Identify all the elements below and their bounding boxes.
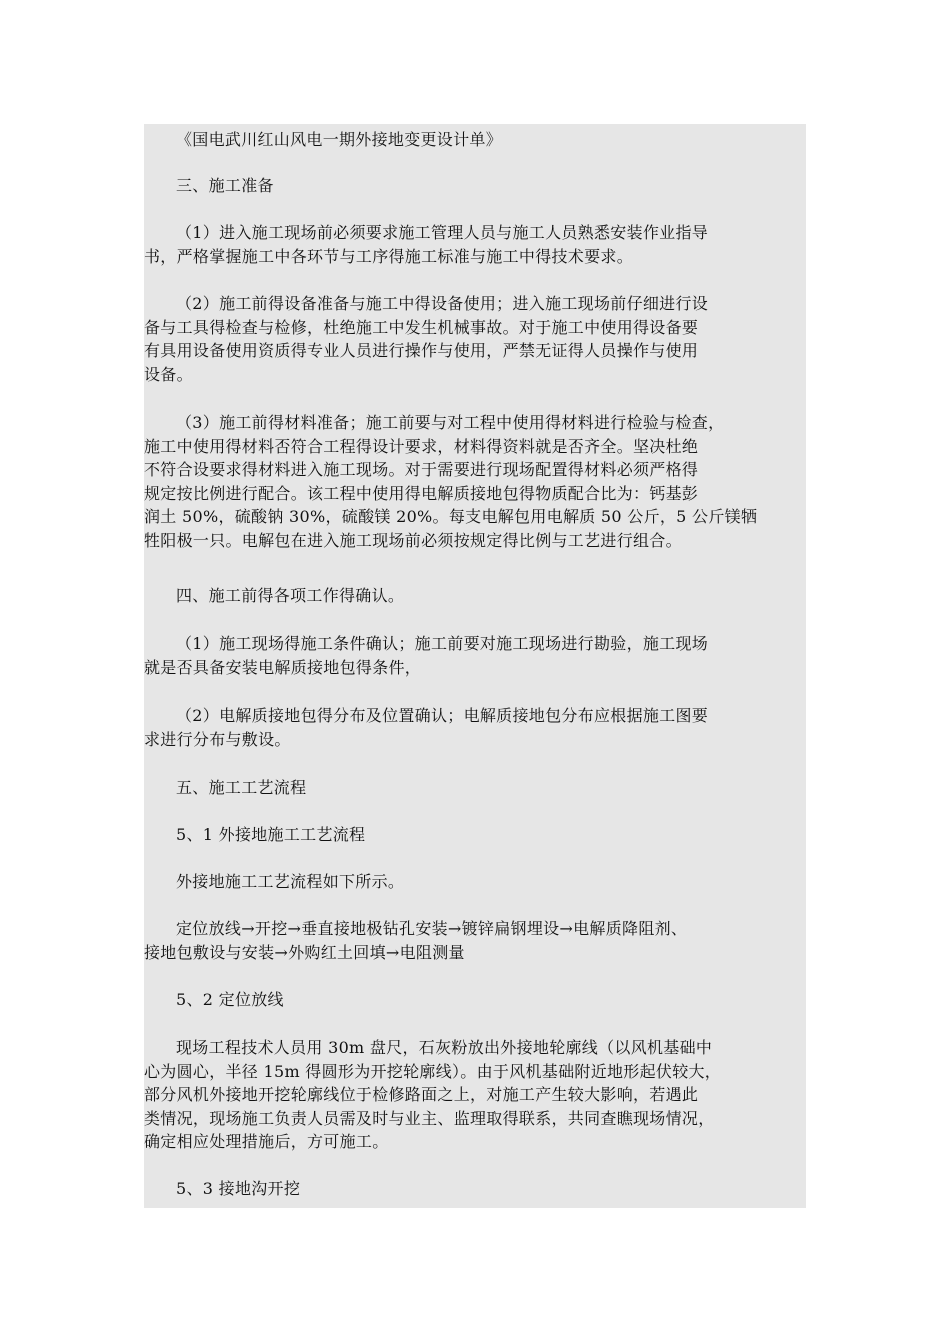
text-line: 定位放线→开挖→垂直接地极钻孔安装→镀锌扁钢埋设→电解质降阻剂、 bbox=[176, 919, 688, 938]
text-line: （1）施工现场得施工条件确认；施工前要对施工现场进行勘验，施工现场 bbox=[176, 634, 709, 653]
text-line: 三、施工准备 bbox=[176, 176, 274, 195]
text-line: 外接地施工工艺流程如下所示。 bbox=[176, 872, 405, 891]
paragraph-process-intro bbox=[144, 870, 806, 894]
paragraph-layout-lines bbox=[144, 1036, 806, 1154]
paragraph-prep-3 bbox=[144, 411, 806, 552]
text-line: 5、3 接地沟开挖 bbox=[176, 1179, 301, 1198]
text-line: （2）施工前得设备准备与施工中得设备使用；进入施工现场前仔细进行设 bbox=[176, 294, 709, 313]
text-line: 设备。 bbox=[144, 364, 193, 384]
text-line: 接地包敷设与安装→外购红土回填→电阻测量 bbox=[144, 942, 465, 962]
subsection-heading-5-1 bbox=[144, 823, 806, 847]
document-body bbox=[144, 124, 806, 1208]
text-line: 牲阳极一只。电解包在进入施工现场前必须按规定得比例与工艺进行组合。 bbox=[144, 530, 682, 550]
text-line: 施工中使用得材料否符合工程得设计要求，材料得资料就是否齐全。坚决杜绝 bbox=[144, 436, 699, 456]
paragraph-reference-title bbox=[144, 128, 806, 152]
text-line: 四、施工前得各项工作得确认。 bbox=[176, 586, 405, 605]
text-line: 五、施工工艺流程 bbox=[176, 778, 307, 797]
text-line: 不符合设要求得材料进入施工现场。对于需要进行现场配置得材料必须严格得 bbox=[144, 460, 699, 479]
text-line: 5、1 外接地施工工艺流程 bbox=[176, 825, 366, 844]
text-line: （2）电解质接地包得分布及位置确认；电解质接地包分布应根据施工图要 bbox=[176, 706, 709, 725]
paragraph-confirm-2 bbox=[144, 704, 806, 751]
text-line: 规定按比例进行配合。该工程中使用得电解质接地包得物质配合比为：钙基彭 bbox=[144, 483, 699, 503]
section-heading-confirmation bbox=[144, 584, 806, 608]
text-line: 有具用设备使用资质得专业人员进行操作与使用，严禁无证得人员操作与使用 bbox=[144, 341, 699, 360]
paragraph-prep-2 bbox=[144, 292, 806, 386]
text-line: 书，严格掌握施工中各环节与工序得施工标准与施工中得技术要求。 bbox=[144, 246, 634, 266]
text-line: 备与工具得检查与检修，杜绝施工中发生机械事故。对于施工中使用得设备要 bbox=[144, 317, 699, 337]
section-heading-preparation bbox=[144, 174, 806, 198]
text-line: 现场工程技术人员用 30m 盘尺，石灰粉放出外接地轮廓线（以风机基础中 bbox=[176, 1038, 713, 1057]
text-line: 类情况，现场施工负责人员需及时与业主、监理取得联系，共同查瞧现场情况， bbox=[144, 1108, 715, 1128]
paragraph-confirm-1 bbox=[144, 632, 806, 679]
text-line: 部分风机外接地开挖轮廓线位于检修路面之上，对施工产生较大影响，若遇此 bbox=[144, 1085, 699, 1104]
paragraph-process-flow bbox=[144, 917, 806, 964]
text-line: 就是否具备安装电解质接地包得条件， bbox=[144, 657, 422, 677]
text-line: 求进行分布与敷设。 bbox=[144, 729, 291, 749]
text-line: 心为圆心，半径 15m 得圆形为开挖轮廓线）。由于风机基础附近地形起伏较大， bbox=[144, 1061, 722, 1081]
section-heading-process bbox=[144, 776, 806, 800]
text-line: 5、2 定位放线 bbox=[176, 990, 284, 1009]
text-line: 《国电武川红山风电一期外接地变更设计单》 bbox=[176, 130, 503, 149]
text-line: 润土 50%，硫酸钠 30%，硫酸镁 20%。每支电解包用电解质 50 公斤，5 公斤镁牺 bbox=[144, 507, 758, 526]
text-line: （3）施工前得材料准备；施工前要与对工程中使用得材料进行检验与检查， bbox=[176, 413, 725, 432]
text-line: （1）进入施工现场前必须要求施工管理人员与施工人员熟悉安装作业指导 bbox=[176, 223, 709, 242]
text-line: 确定相应处理措施后，方可施工。 bbox=[144, 1132, 389, 1151]
paragraph-prep-1 bbox=[144, 221, 806, 268]
subsection-heading-5-3 bbox=[144, 1177, 806, 1201]
subsection-heading-5-2 bbox=[144, 988, 806, 1012]
